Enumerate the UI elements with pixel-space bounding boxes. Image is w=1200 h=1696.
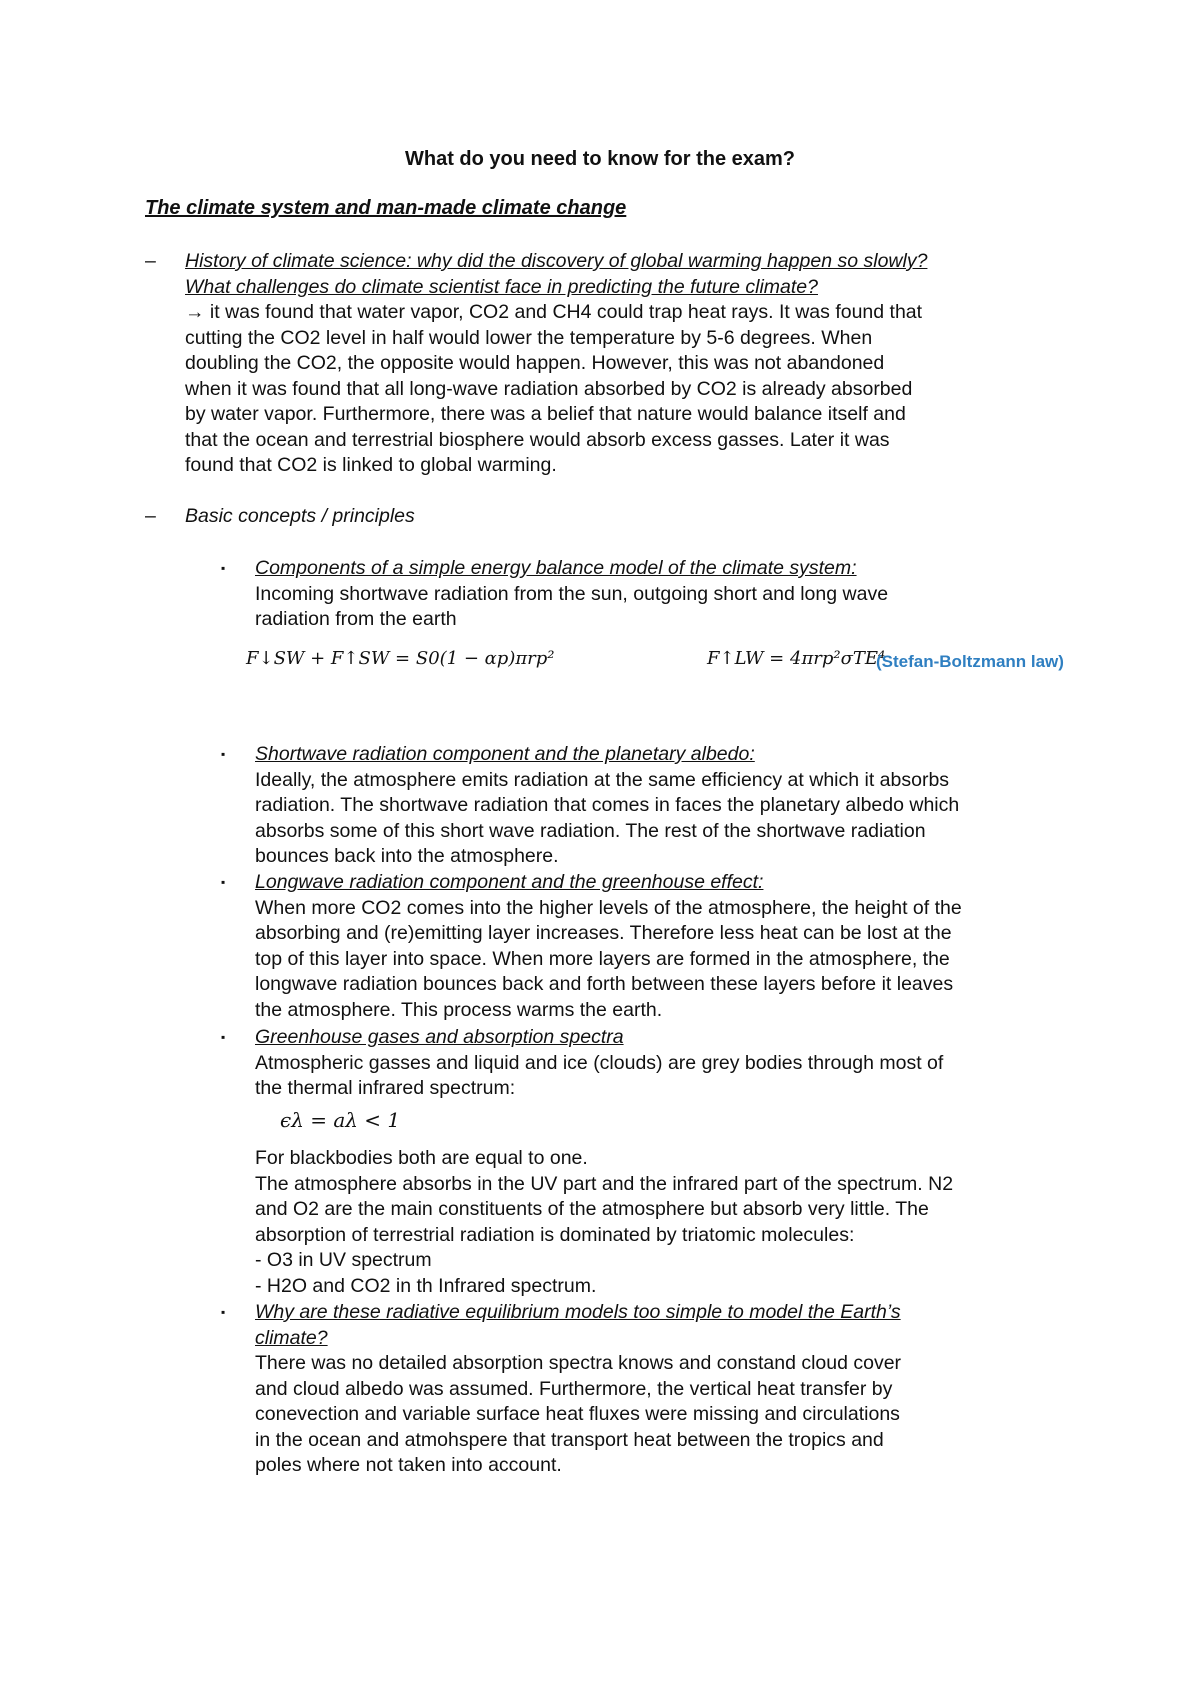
bullet-heading: climate?	[255, 1326, 328, 1349]
bullet-icon: ▪	[221, 1305, 226, 1319]
answer-line: by water vapor. Furthermore, there was a belief that nature would balance itself and	[185, 403, 906, 425]
bullet-heading: Shortwave radiation component and the planetary albedo:	[255, 743, 755, 765]
bullet-line: - O3 in UV spectrum	[255, 1249, 432, 1271]
bullet-line: poles where not taken into account.	[255, 1454, 562, 1476]
formula-emissivity: ϵλ = aλ < 1	[280, 1108, 401, 1132]
answer-line: found that CO2 is linked to global warming.	[185, 454, 557, 476]
bullet-line: longwave radiation bounces back and forth between these layers before it leaves	[255, 973, 954, 995]
bullet-line: Incoming shortwave radiation from the sun, outgoing short and long wave	[255, 582, 889, 605]
answer-line: doubling the CO2, the opposite would happen. However, this was not abandoned	[185, 352, 885, 374]
bullet-line: Atmospheric gasses and liquid and ice (clouds) are grey bodies through most of	[255, 1051, 944, 1074]
dash-marker: –	[145, 250, 156, 272]
bullet-heading: Why are these radiative equilibrium models too simple to model the Earth’s	[255, 1301, 901, 1323]
bullet-longwave	[255, 870, 1095, 1023]
formula-longwave: F↑LW = 4πrp²σTE⁴	[707, 648, 886, 669]
bullet-greenhouse-gases-cont	[255, 1146, 1095, 1299]
question-line: What challenges do climate scientist face in predicting the future climate?	[185, 275, 818, 298]
bullet-heading: Longwave radiation component and the greenhouse effect:	[255, 871, 764, 893]
section-heading: The climate system and man-made climate change	[145, 197, 627, 219]
bullet-line: and cloud albedo was assumed. Furthermore, the vertical heat transfer by	[255, 1377, 893, 1400]
answer-line: → it was found that water vapor, CO2 and CH4 could trap heat rays. It was found that	[185, 301, 923, 323]
question-line: History of climate science: why did the discovery of global warming happen so slowly?	[185, 250, 928, 272]
bullet-line: bounces back into the atmosphere.	[255, 845, 559, 867]
bullet-line: conevection and variable surface heat fluxes were missing and circulations	[255, 1403, 900, 1425]
bullet-shortwave	[255, 742, 1095, 870]
stefan-boltzmann-label: (Stefan-Boltzmann law)	[876, 652, 1064, 671]
bullet-line: the thermal infrared spectrum:	[255, 1077, 516, 1099]
answer-line: cutting the CO2 level in half would lower the temperature by 5-6 degrees. When	[185, 326, 873, 349]
bullet-line: - H2O and CO2 in th Infrared spectrum.	[255, 1274, 597, 1297]
bullet-line: Ideally, the atmosphere emits radiation at the same efficiency at which it absorbs	[255, 768, 950, 791]
bullet-radiative-models	[255, 1300, 1095, 1479]
basic-concepts-label	[185, 504, 1085, 530]
bullet-line: absorption of terrestrial radiation is dominated by triatomic molecules:	[255, 1223, 855, 1246]
bullet-line: absorbs some of this short wave radiation. The rest of the shortwave radiation	[255, 819, 926, 842]
bullet-line: radiation from the earth	[255, 608, 457, 630]
bullet-line: the atmosphere. This process warms the earth.	[255, 998, 663, 1021]
answer-line: when it was found that all long-wave radiation absorbed by CO2 is already absorbed	[185, 377, 913, 400]
basic-concepts-text: Basic concepts / principles	[185, 505, 415, 527]
bullet-line: top of this layer into space. When more layers are formed in the atmosphere, the	[255, 947, 950, 970]
answer-line: that the ocean and terrestrial biosphere would absorb excess gasses. Later it was	[185, 428, 890, 451]
bullet-line: absorbing and (re)emitting layer increases. Therefore less heat can be lost at the	[255, 922, 952, 944]
bullet-greenhouse-gases	[255, 1025, 1095, 1102]
bullet-line: For blackbodies both are equal to one.	[255, 1147, 588, 1169]
formula-shortwave: F↓SW + F↑SW = S0(1 − αp)πrp²	[246, 648, 555, 669]
bullet-energy-balance	[255, 556, 1095, 633]
bullet-line: radiation. The shortwave radiation that comes in faces the planetary albedo which	[255, 794, 960, 816]
bullet-icon: ▪	[221, 1030, 226, 1044]
dash-marker: –	[145, 505, 156, 527]
bullet-heading: Greenhouse gases and absorption spectra	[255, 1026, 624, 1048]
bullet-line: The atmosphere absorbs in the UV part and the infrared part of the spectrum. N2	[255, 1172, 954, 1195]
history-item	[185, 249, 1085, 479]
bullet-line: in the ocean and atmohspere that transport heat between the tropics and	[255, 1428, 884, 1451]
page-title: What do you need to know for the exam?	[404, 148, 796, 170]
bullet-line: and O2 are the main constituents of the atmosphere but absorb very little. The	[255, 1198, 929, 1220]
bullet-line: There was no detailed absorption spectra knows and constand cloud cover	[255, 1352, 902, 1374]
bullet-icon: ▪	[221, 747, 226, 761]
bullet-heading: Components of a simple energy balance model of the climate system:	[255, 557, 857, 579]
bullet-icon: ▪	[221, 561, 226, 575]
bullet-icon: ▪	[221, 875, 226, 889]
bullet-line: When more CO2 comes into the higher levels of the atmosphere, the height of the	[255, 896, 962, 919]
